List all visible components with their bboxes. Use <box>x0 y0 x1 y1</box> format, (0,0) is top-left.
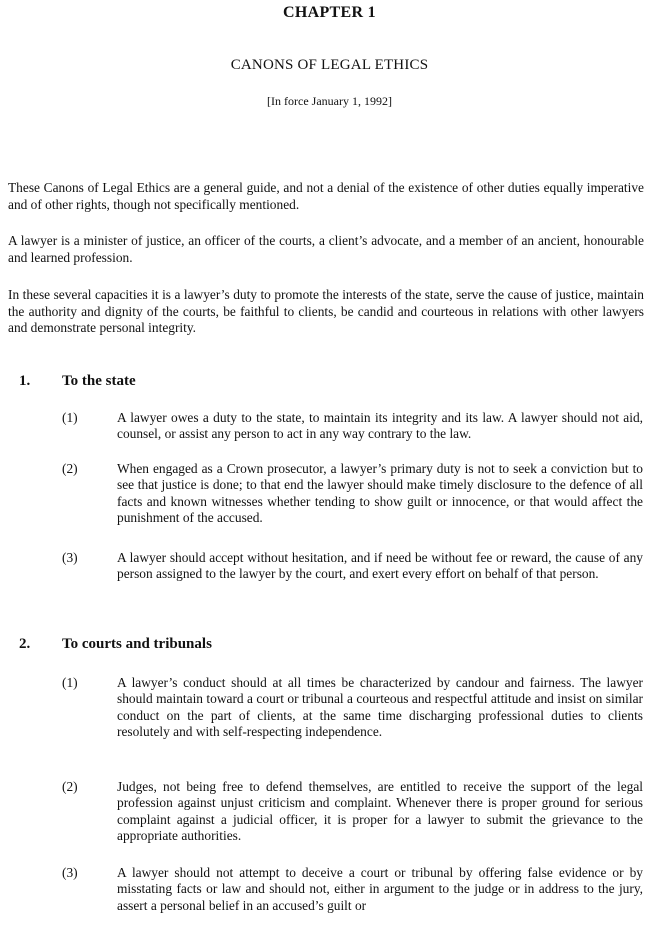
intro-paragraph: In these several capacities it is a lawyer’s duty to promote the interests of the state, serve the cause of justice, maintain the authority and dignity of the courts, be faithful to clients, be candid and courteous in relations with other lawyers and demonstrate personal integrity. <box>8 287 644 335</box>
section-title: To courts and tribunals <box>62 636 212 652</box>
document-title: CANONS OF LEGAL ETHICS <box>230 57 429 73</box>
section-number: 1. <box>19 373 31 389</box>
section-number: 2. <box>19 636 31 652</box>
item-number: (2) <box>62 461 78 476</box>
section-title: To the state <box>62 373 136 389</box>
item-number: (3) <box>62 865 78 880</box>
item-text: A lawyer should not attempt to deceive a court or tribunal by offering false evidence or by misstating facts or law and should not, either in argument to the judge or in address to the jury, assert a personal belief in an accused’s guilt or <box>117 865 643 913</box>
item-number: (2) <box>62 779 78 794</box>
in-force-date: [In force January 1, 1992] <box>267 94 392 108</box>
item-text: Judges, not being free to defend themselves, are entitled to receive the support of the legal profession against unjust criticism and complaint. Whenever there is proper ground for serious complaint against a judicial officer, it is proper for a lawyer to submit the grievance to the appropriate authorities. <box>117 779 643 844</box>
item-number: (1) <box>62 675 78 690</box>
item-text: A lawyer should accept without hesitation, and if need be without fee or reward, the cause of any person assigned to the lawyer by the court, and exert every effort on behalf of that person. <box>117 550 643 582</box>
item-text: A lawyer owes a duty to the state, to maintain its integrity and its law. A lawyer should not aid, counsel, or assist any person to act in any way contrary to the law. <box>117 410 643 442</box>
item-text: When engaged as a Crown prosecutor, a lawyer’s primary duty is not to seek a conviction but to see that justice is done; to that end the lawyer should make timely disclosure to the defence of all facts and known witnesses whether tending to show guilt or innocence, or that would affect the punishment of the accused. <box>117 461 643 526</box>
item-number: (1) <box>62 410 78 425</box>
item-number: (3) <box>62 550 78 565</box>
intro-paragraph: These Canons of Legal Ethics are a general guide, and not a denial of the existence of other duties equally imperative and of other rights, though not specifically mentioned. <box>8 180 644 212</box>
chapter-heading: CHAPTER 1 <box>283 4 376 21</box>
item-text: A lawyer’s conduct should at all times be characterized by candour and fairness. The lawyer should maintain toward a court or tribunal a courteous and respectful attitude and insist on similar conduct on the part of clients, at the same time discharging professional duties to clients resolutely and with self-respecting independence. <box>117 675 643 740</box>
intro-paragraph: A lawyer is a minister of justice, an officer of the courts, a client’s advocate, and a member of an ancient, honourable and learned profession. <box>8 233 644 265</box>
